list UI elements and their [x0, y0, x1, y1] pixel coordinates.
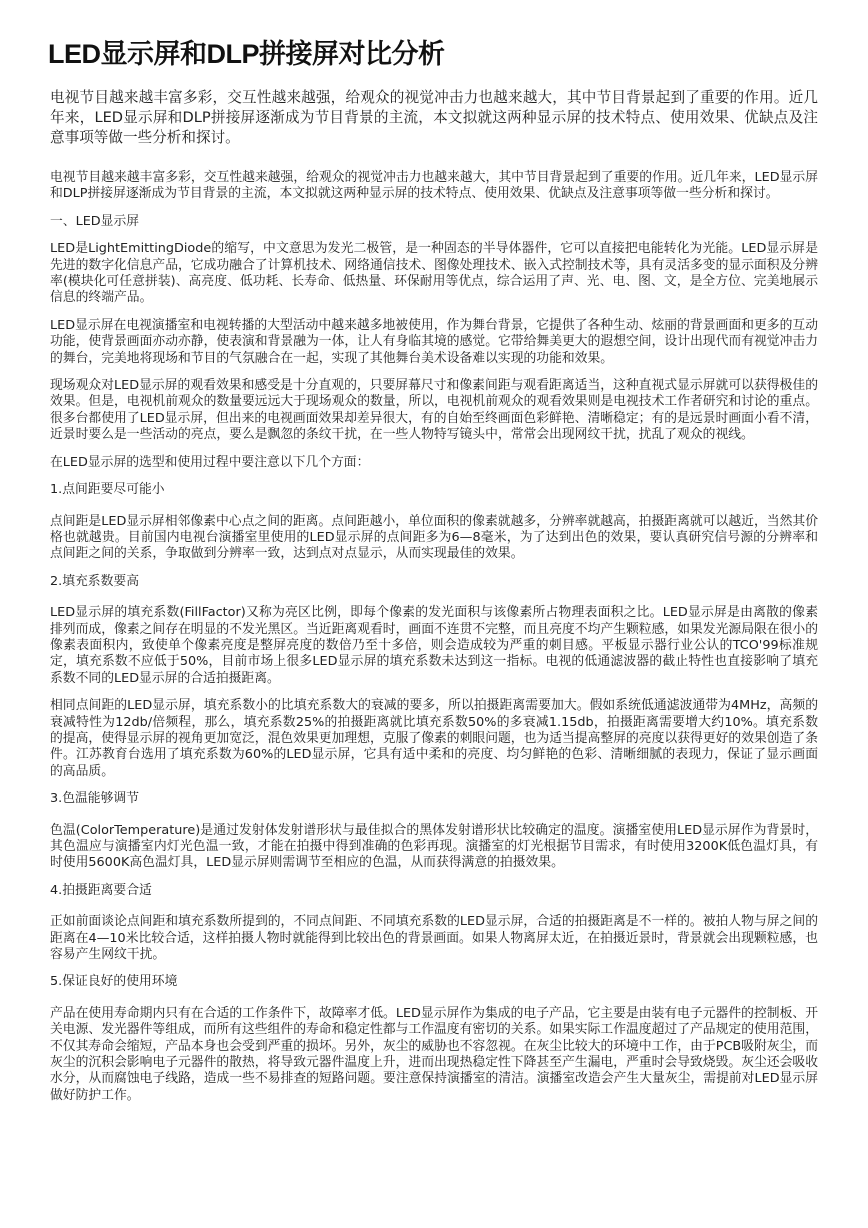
- paragraph-shooting-distance: 正如前面谈论点间距和填充系数所提到的，不同点间距、不同填充系数的LED显示屏，合适的拍摄距离是不一样的。被拍人物与屏之间的距离在4—10米比较合适，这样拍摄人物时就能得到比较出色的背景画面。如果人物离屏太近，在拍摄近景时，背景就会出现颗粒感，也容易产生网纹干扰。: [50, 914, 818, 963]
- paragraph-pixel-pitch: 点间距是LED显示屏相邻像素中心点之间的距离。点间距越小，单位面积的像素就越多，分辨率就越高，拍摄距离就可以越近，当然其价格也就越贵。目前国内电视台演播室里使用的LED显示屏的点间距多为6—8毫米，为了达到出色的效果，要认真研究信号源的分辨率和点间距之间的关系，争取做到分辨率一致，达到点对点显示，从而实现最佳的效果。: [50, 513, 818, 562]
- document-body: [50, 170, 818, 1104]
- paragraph-fill-factor-2: 相同点间距的LED显示屏，填充系数小的比填充系数大的衰减的要多，所以拍摄距离需要加大。假如系统低通滤波通带为4MHz，高频的衰减特性为12db/倍频程，那么，填充系数25%的拍摄距离就比填充系数50%的多衰减1.15db，拍摄距离需要增大约10%。填充系数的提高，使得显示屏的视角更加宽泛，混色效果更加理想，克服了像素的刺眼问题，也为适当提高整屏的亮度以获得更好的效果创造了条件。江苏教育台选用了填充系数为60%的LED显示屏，它具有适中柔和的亮度、均匀鲜艳的色彩、清晰细腻的表现力，保证了显示画面的高品质。: [50, 698, 818, 779]
- subheading-shooting-distance: 4.拍摄距离要合适: [50, 882, 152, 898]
- paragraph-environment: 产品在使用寿命期内只有在合适的工作条件下，故障率才低。LED显示屏作为集成的电子产品，它主要是由装有电子元器件的控制板、开关电源、发光器件等组成，而所有这些组件的寿命和稳定性都与工作温度有密切的关系。如果实际工作温度超过了产品规定的使用范围，不仅其寿命会缩短，产品本身也会受到严重的损坏。另外，灰尘的威胁也不容忽视。在灰尘比较大的环境中工作，由于PCB吸附灰尘，而灰尘的沉积会影响电子元器件的散热，将导致元器件温度上升，进而出现热稳定性下降甚至产生漏电，严重时会导致烧毁。灰尘还会吸收水分，从而腐蚀电子线路，造成一些不易排查的短路问题。要注意保持演播室的清洁。演播室改造会产生大量灰尘，需提前对LED显示屏做好防护工作。: [50, 1005, 818, 1103]
- paragraph-led-viewing: 现场观众对LED显示屏的观看效果和感受是十分直观的，只要屏幕尺寸和像素间距与观看距离适当，这种直视式显示屏就可以获得极佳的效果。但是，电视机前观众的数量要远远大于现场观众的数量，所以，电视机前观众的观看效果则是电视技术工作者研究和讨论的重点。很多台都使用了LED显示屏，但出来的电视画面效果却差异很大，有的自始至终画面色彩鲜艳、清晰稳定；有的是远景时画面小看不清，近景时要么是一些活动的亮点，要么是飘忽的条纹干扰，在一些人物特写镜头中，常常会出现网纹干扰，扰乱了观众的视线。: [50, 378, 818, 443]
- paragraph-selection-intro: 在LED显示屏的选型和使用过程中要注意以下几个方面：: [50, 454, 370, 470]
- subheading-pixel-pitch: 1.点间距要尽可能小: [50, 482, 165, 498]
- paragraph-led-usage: LED显示屏在电视演播室和电视转播的大型活动中越来越多地被使用，作为舞台背景，它提供了各种生动、炫丽的背景画面和更多的互动功能，使背景画面亦动亦静，使表演和背景融为一体，让人有身临其境的感觉。它带给舞美更大的遐想空间，设计出现代而有视觉冲击力的舞台，完美地将现场和节目的气氛融合在一起，实现了其他舞台美术设备难以实现的功能和效果。: [50, 317, 818, 366]
- paragraph-fill-factor-1: LED显示屏的填充系数(FillFactor)又称为亮区比例，即每个像素的发光面积与该像素所占物理表面积之比。LED显示屏是由离散的像素排列而成，像素之间存在明显的不发光黑区。当近距离观看时，画面不连贯不完整，而且亮度不均产生颗粒感，如果发光源局限在很小的像素表面积内，致使单个像素亮度是整屏亮度的数倍乃至十多倍，则会造成较为严重的刺目感。平板显示器行业公认的TCO'99标准规定，填充系数不应低于50%，目前市场上很多LED显示屏的填充系数未达到这一指标。电视的低通滤波器的截止特性也直接影响了填充系数不同的LED显示屏的合适拍摄距离。: [50, 605, 818, 686]
- paragraph-led-definition: LED是LightEmittingDiode的缩写，中文意思为发光二极管，是一种固态的半导体器件，它可以直接把电能转化为光能。LED显示屏是先进的数字化信息产品，它成功融合了计算机技术、网络通信技术、图像处理技术、嵌入式控制技术等，具有灵活多变的显示面积及分辨率(模块化可任意拼装)、高亮度、低功耗、长寿命、低热量、环保耐用等优点，综合运用了声、光、电、图、文，是全方位、完美地展示信息的终端产品。: [50, 241, 818, 306]
- paragraph-intro: 电视节目越来越丰富多彩，交互性越来越强，给观众的视觉冲击力也越来越大，其中节目背景起到了重要的作用。近几年来，LED显示屏和DLP拼接屏逐渐成为节目背景的主流，本文拟就这两种显示屏的技术特点、使用效果、优缺点及注意事项等做一些分析和探讨。: [50, 170, 818, 202]
- subheading-color-temperature: 3.色温能够调节: [50, 791, 139, 807]
- section-heading-led: 一、LED显示屏: [50, 213, 140, 229]
- paragraph-color-temperature: 色温(ColorTemperature)是通过发射体发射谱形状与最佳拟合的黑体发射谱形状比较确定的温度。演播室使用LED显示屏作为背景时，其色温应与演播室内灯光色温一致，才能在拍摄中得到准确的色彩再现。演播室的灯光根据节目需求，有时使用3200K低色温灯具，有时使用5600K高色温灯具，LED显示屏则需调节至相应的色温，从而获得满意的拍摄效果。: [50, 822, 818, 871]
- subheading-fill-factor: 2.填充系数要高: [50, 573, 139, 589]
- document-summary: 电视节目越来越丰富多彩，交互性越来越强，给观众的视觉冲击力也越来越大，其中节目背景起到了重要的作用。近几年来，LED显示屏和DLP拼接屏逐渐成为节目背景的主流，本文拟就这两种显示屏的技术特点、使用效果、优缺点及注意事项等做一些分析和探讨。: [50, 89, 818, 146]
- document-title: LED显示屏和DLP拼接屏对比分析: [48, 39, 445, 69]
- subheading-environment: 5.保证良好的使用环境: [50, 974, 178, 990]
